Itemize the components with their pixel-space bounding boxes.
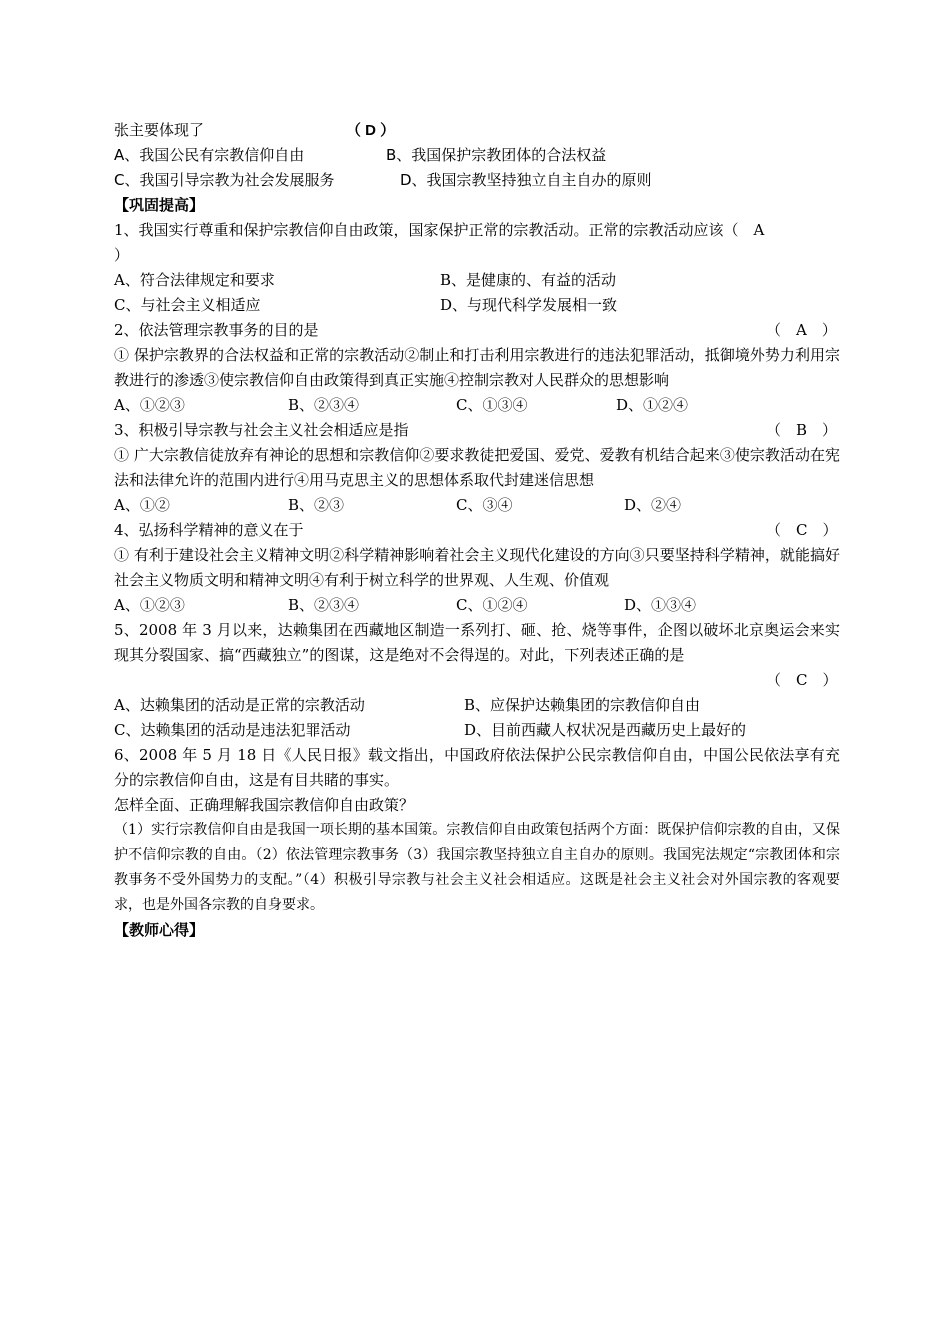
question-6-stem: 6、2008 年 5 月 18 日《人民日报》载文指出，中国政府依法保护公民宗教信仰自由，中国公民依法享有充分的宗教信仰自由，这是有目共睹的事实。: [114, 746, 840, 789]
option-b: B、是健康的、有益的活动: [440, 271, 617, 289]
options-row: [114, 143, 840, 168]
option-d: D、目前西藏人权状况是西藏历史上最好的: [464, 721, 747, 739]
option-b: B、我国保护宗教团体的合法权益: [386, 146, 607, 164]
options-row: [114, 718, 840, 743]
option-b: B、②③④: [288, 596, 360, 614]
option-c: C、达赖集团的活动是违法犯罪活动: [114, 721, 351, 739]
option-a: A、①②③: [114, 596, 185, 614]
option-a: A、①②: [114, 496, 170, 514]
options-row: [114, 293, 840, 318]
stem-text: 3、积极引导宗教与社会主义社会相适应是指: [114, 421, 409, 439]
question-4-stem: [114, 518, 840, 543]
option-c: C、与社会主义相适应: [114, 296, 261, 314]
question-3-body: ① 广大宗教信徒放弃有神论的思想和宗教信仰②要求教徒把爱国、爱党、爱教有机结合起来③使宗教活动在宪法和法律允许的范围内进行④用马克思主义的思想体系取代封建迷信思想: [114, 446, 840, 489]
option-d: D、①②④: [616, 396, 689, 414]
option-b: B、应保护达赖集团的宗教信仰自由: [464, 696, 701, 714]
question-3-stem: [114, 418, 840, 443]
answer-mark: （ D ）: [346, 122, 396, 139]
option-b: B、②③④: [288, 396, 360, 414]
option-d: D、我国宗教坚持独立自主自办的原则: [400, 171, 652, 189]
stem-text: 4、弘扬科学精神的意义在于: [114, 521, 304, 539]
answer-mark: （ C ）: [766, 521, 838, 539]
answer-mark: （ A ）: [766, 321, 837, 339]
option-d: D、与现代科学发展相一致: [440, 296, 618, 314]
question-stem-tail: [114, 118, 840, 143]
section-heading-teacher: 【教师心得】: [114, 921, 205, 939]
section-heading-consolidate: 【巩固提高】: [114, 196, 205, 214]
option-a: A、达赖集团的活动是正常的宗教活动: [114, 696, 365, 714]
stem-text: 张主要体现了: [114, 121, 205, 139]
option-a: A、我国公民有宗教信仰自由: [114, 146, 305, 164]
option-d: D、①③④: [624, 596, 697, 614]
question-6-question: 怎样全面、正确理解我国宗教信仰自由政策？: [114, 796, 415, 814]
options-row: [114, 593, 840, 618]
stem-text: 2、依法管理宗教事务的目的是: [114, 321, 319, 339]
question-6-answer: （1）实行宗教信仰自由是我国一项长期的基本国策。宗教信仰自由政策包括两个方面：既保护信仰宗教的自由，又保护不信仰宗教的自由。（2）依法管理宗教事务（3）我国宗教坚持独立自主自办的原则。我国宪法规定“宗教团体和宗教事务不受外国势力的支配。”（4）积极引导宗教与社会主义社会相适应。这既是社会主义社会对外国宗教的客观要求，也是外国各宗教的自身要求。: [114, 822, 840, 913]
answer-mark: （ C ）: [766, 671, 838, 689]
question-1-stem-cont: ）: [114, 246, 130, 264]
options-row: [114, 493, 840, 518]
question-4-body: ① 有利于建设社会主义精神文明②科学精神影响着社会主义现代化建设的方向③只要坚持科学精神，就能搞好社会主义物质文明和精神文明④有利于树立科学的世界观、人生观、价值观: [114, 546, 840, 589]
option-b: B、②③: [288, 496, 345, 514]
question-2-body: ① 保护宗教界的合法权益和正常的宗教活动②制止和打击利用宗教进行的违法犯罪活动，抵御境外势力利用宗教进行的渗透③使宗教信仰自由政策得到真正实施④控制宗教对人民群众的思想影响: [114, 346, 840, 389]
question-5-stem: 5、2008 年 3 月以来，达赖集团在西藏地区制造一系列打、砸、抢、烧等事件，企图以破坏北京奥运会来实现其分裂国家、搞“西藏独立”的图谋，这是绝对不会得逞的。对此，下列表述正确的是: [114, 621, 840, 664]
option-a: A、符合法律规定和要求: [114, 271, 275, 289]
options-row: [114, 168, 840, 193]
option-c: C、①②④: [456, 596, 528, 614]
options-row: [114, 693, 840, 718]
option-c: C、①③④: [456, 396, 528, 414]
document-page: [114, 118, 840, 943]
answer-mark: （ B ）: [766, 421, 838, 439]
question-5-answer-line: [114, 668, 840, 693]
question-1-stem: 1、我国实行尊重和保护宗教信仰自由政策，国家保护正常的宗教活动。正常的宗教活动应该（ A: [114, 221, 765, 239]
option-c: C、③④: [456, 496, 513, 514]
option-c: C、我国引导宗教为社会发展服务: [114, 171, 335, 189]
options-row: [114, 268, 840, 293]
option-d: D、②④: [624, 496, 682, 514]
question-2-stem: [114, 318, 840, 343]
options-row: [114, 393, 840, 418]
option-a: A、①②③: [114, 396, 185, 414]
